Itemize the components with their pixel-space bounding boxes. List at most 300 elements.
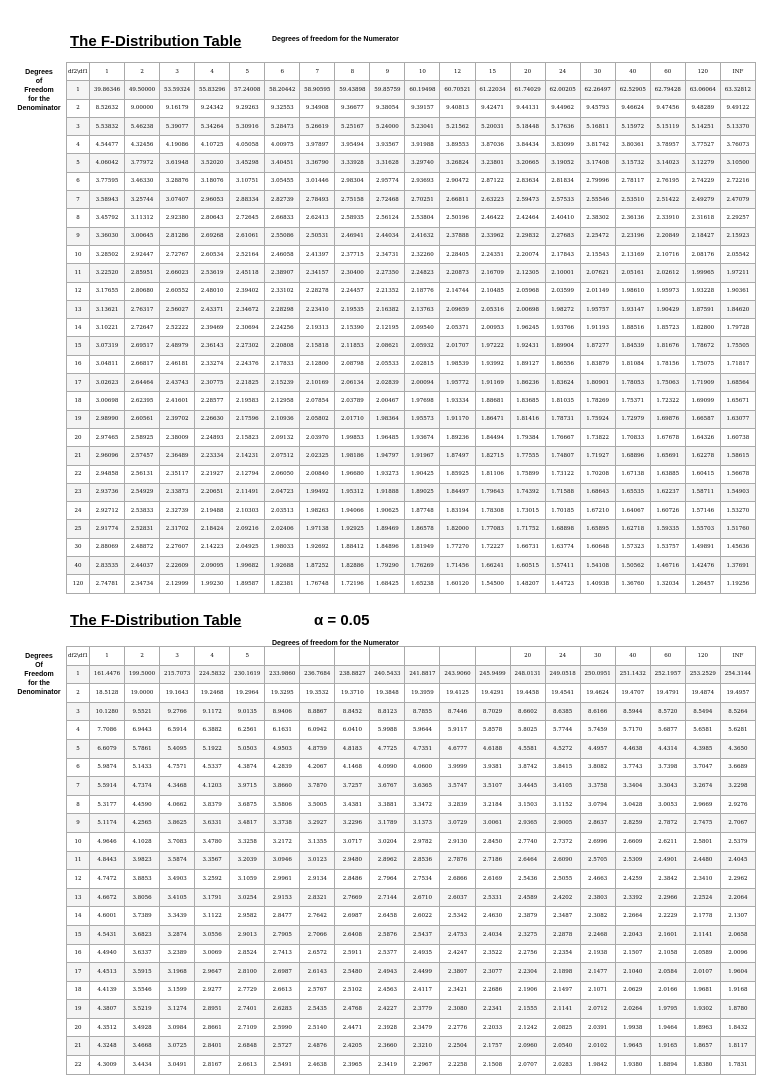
- value-cell: 2.9669: [685, 795, 720, 814]
- value-cell: 3.0123: [300, 851, 335, 870]
- value-cell: 1.90425: [405, 465, 440, 483]
- value-cell: 19.4458: [510, 684, 545, 703]
- value-cell: 1.60738: [720, 428, 755, 446]
- table-row: [67, 684, 756, 703]
- table-row: [67, 665, 756, 684]
- value-cell: 2.7066: [300, 925, 335, 944]
- value-cell: 2.1040: [615, 963, 650, 982]
- value-cell: 2.95774: [370, 172, 405, 190]
- value-cell: 2.2033: [475, 1018, 510, 1037]
- value-cell: 3.3043: [650, 777, 685, 796]
- table-row: [67, 264, 756, 282]
- value-cell: 5.8025: [510, 721, 545, 740]
- value-cell: 5.0503: [230, 739, 265, 758]
- value-cell: 2.47079: [720, 191, 755, 209]
- value-cell: 2.9005: [545, 814, 580, 833]
- value-cell: 2.7534: [405, 870, 440, 889]
- value-cell: 9.32553: [265, 99, 300, 117]
- value-cell: 19.3532: [300, 684, 335, 703]
- value-cell: 2.4563: [370, 981, 405, 1000]
- value-cell: 3.5546: [125, 981, 160, 1000]
- page-title-2: The F-Distribution Table: [70, 612, 242, 629]
- value-cell: 2.9013: [230, 925, 265, 944]
- value-cell: 2.02612: [650, 264, 685, 282]
- value-cell: 1.86236: [510, 374, 545, 392]
- value-cell: 2.19583: [230, 392, 265, 410]
- value-cell: 2.62413: [300, 209, 335, 227]
- value-cell: 2.23410: [300, 300, 335, 318]
- column-header: INF: [720, 647, 755, 666]
- value-cell: 2.2304: [510, 963, 545, 982]
- value-cell: 2.20074: [510, 245, 545, 263]
- value-cell: 1.83685: [510, 392, 545, 410]
- value-cell: 2.05542: [720, 245, 755, 263]
- value-cell: 2.69517: [125, 337, 160, 355]
- table-row: [67, 227, 756, 245]
- value-cell: 8.8867: [300, 702, 335, 721]
- value-cell: 1.95973: [650, 282, 685, 300]
- value-cell: 4.2565: [125, 814, 160, 833]
- value-cell: 19.4874: [685, 684, 720, 703]
- value-cell: 5.3177: [90, 795, 125, 814]
- value-cell: 6.2561: [230, 721, 265, 740]
- value-cell: 2.43743: [160, 374, 195, 392]
- value-cell: 1.75063: [650, 374, 685, 392]
- column-header: [440, 647, 475, 666]
- table-row: [67, 1056, 756, 1075]
- value-cell: 1.76748: [300, 575, 335, 593]
- value-cell: 2.34672: [230, 300, 265, 318]
- column-header: 24: [545, 647, 580, 666]
- value-cell: 2.27607: [160, 538, 195, 556]
- value-cell: 2.12195: [370, 319, 405, 337]
- value-cell: 3.4817: [230, 814, 265, 833]
- value-cell: 230.1619: [230, 665, 265, 684]
- value-cell: 3.9823: [125, 851, 160, 870]
- value-cell: 2.2966: [650, 888, 685, 907]
- column-header: 1: [90, 63, 125, 81]
- value-cell: 2.52222: [160, 319, 195, 337]
- value-cell: 1.89127: [510, 355, 545, 373]
- value-cell: 5.23041: [405, 117, 440, 135]
- value-cell: 1.60515: [510, 557, 545, 575]
- value-cell: 1.93766: [545, 319, 580, 337]
- value-cell: 2.50196: [440, 209, 475, 227]
- value-cell: 19.2964: [230, 684, 265, 703]
- value-cell: 2.9277: [195, 981, 230, 1000]
- value-cell: 9.46624: [615, 99, 650, 117]
- value-cell: 2.7144: [370, 888, 405, 907]
- value-cell: 2.46181: [160, 355, 195, 373]
- value-cell: 9.44962: [545, 99, 580, 117]
- value-cell: 2.01710: [335, 410, 370, 428]
- value-cell: 2.36489: [160, 447, 195, 465]
- value-cell: 4.1203: [195, 777, 230, 796]
- row-df-cell: 13: [67, 888, 90, 907]
- value-cell: 2.72767: [160, 245, 195, 263]
- value-cell: 9.29263: [230, 99, 265, 117]
- column-header: INF: [720, 63, 755, 81]
- value-cell: 2.06134: [335, 374, 370, 392]
- value-cell: 2.49279: [685, 191, 720, 209]
- value-cell: 1.8432: [720, 1018, 755, 1037]
- value-cell: 2.2776: [440, 1018, 475, 1037]
- value-cell: 1.98263: [300, 502, 335, 520]
- value-cell: 3.5005: [300, 795, 335, 814]
- value-cell: 2.9782: [405, 832, 440, 851]
- value-cell: 1.76667: [545, 428, 580, 446]
- value-cell: 2.57533: [545, 191, 580, 209]
- row-df-cell: 20: [67, 428, 90, 446]
- value-cell: 2.3392: [615, 888, 650, 907]
- value-cell: 2.53510: [615, 191, 650, 209]
- value-cell: 2.6464: [510, 851, 545, 870]
- value-cell: 1.54500: [475, 575, 510, 593]
- value-cell: 61.22034: [475, 81, 510, 99]
- value-cell: 2.15543: [580, 245, 615, 263]
- value-cell: 9.34908: [300, 99, 335, 117]
- value-cell: 2.5309: [615, 851, 650, 870]
- value-cell: 2.1497: [545, 981, 580, 1000]
- value-cell: 2.01149: [580, 282, 615, 300]
- value-cell: 2.7186: [475, 851, 510, 870]
- value-cell: 2.27350: [370, 264, 405, 282]
- value-cell: 6.0942: [300, 721, 335, 740]
- value-cell: 2.92712: [90, 502, 125, 520]
- value-cell: 2.8259: [615, 814, 650, 833]
- value-cell: 250.0951: [580, 665, 615, 684]
- value-cell: 1.98539: [440, 355, 475, 373]
- row-df-cell: 25: [67, 520, 90, 538]
- value-cell: 2.27683: [545, 227, 580, 245]
- table-row: [67, 245, 756, 263]
- value-cell: 1.78308: [475, 502, 510, 520]
- value-cell: 2.35117: [160, 465, 195, 483]
- value-cell: 1.71588: [545, 483, 580, 501]
- value-cell: 2.4638: [300, 1056, 335, 1075]
- value-cell: 2.5801: [685, 832, 720, 851]
- value-cell: 2.34157: [300, 264, 335, 282]
- value-cell: 3.00645: [125, 227, 160, 245]
- value-cell: 2.2468: [580, 925, 615, 944]
- value-cell: 5.16811: [580, 117, 615, 135]
- value-cell: 1.81949: [405, 538, 440, 556]
- value-cell: 215.7073: [160, 665, 195, 684]
- value-cell: 2.10001: [545, 264, 580, 282]
- value-cell: 4.6188: [475, 739, 510, 758]
- value-cell: 2.72645: [230, 209, 265, 227]
- value-cell: 2.33873: [160, 483, 195, 501]
- value-cell: 240.5433: [370, 665, 405, 684]
- value-cell: 6.0410: [335, 721, 370, 740]
- value-cell: 2.20873: [440, 264, 475, 282]
- value-cell: 2.4205: [335, 1037, 370, 1056]
- value-cell: 1.90429: [650, 300, 685, 318]
- value-cell: 18.5128: [90, 684, 125, 703]
- value-cell: 2.74781: [90, 575, 125, 593]
- value-cell: 3.3738: [265, 814, 300, 833]
- column-header: 3: [160, 647, 195, 666]
- table-row: [67, 136, 756, 154]
- column-header: 2: [125, 647, 160, 666]
- value-cell: 2.43371: [195, 300, 230, 318]
- value-cell: 1.92925: [335, 520, 370, 538]
- value-cell: 2.20651: [195, 483, 230, 501]
- f-table-2: [66, 646, 756, 1075]
- value-cell: 1.54108: [580, 557, 615, 575]
- value-cell: 3.05455: [265, 172, 300, 190]
- value-cell: 2.62395: [125, 392, 160, 410]
- value-cell: 2.8486: [335, 870, 370, 889]
- value-cell: 4.00975: [265, 136, 300, 154]
- value-cell: 3.10500: [720, 154, 755, 172]
- value-cell: 19.4707: [615, 684, 650, 703]
- value-cell: 3.5874: [160, 851, 195, 870]
- row-df-cell: 18: [67, 392, 90, 410]
- value-cell: 2.8536: [405, 851, 440, 870]
- value-cell: 2.59473: [510, 191, 545, 209]
- value-cell: 5.26619: [300, 117, 335, 135]
- value-cell: 3.0061: [475, 814, 510, 833]
- value-cell: 2.2878: [545, 925, 580, 944]
- table-row: [67, 1000, 756, 1019]
- value-cell: 49.50000: [125, 81, 160, 99]
- value-cell: 3.0729: [440, 814, 475, 833]
- value-cell: 2.5911: [335, 944, 370, 963]
- value-cell: 62.00205: [545, 81, 580, 99]
- value-cell: 1.81084: [615, 355, 650, 373]
- value-cell: 2.2341: [475, 1000, 510, 1019]
- row-df-cell: 5: [67, 154, 90, 172]
- value-cell: 2.78493: [300, 191, 335, 209]
- value-cell: 4.8183: [335, 739, 370, 758]
- value-cell: 19.2468: [195, 684, 230, 703]
- row-df-cell: 30: [67, 538, 90, 556]
- value-cell: 1.86471: [475, 410, 510, 428]
- value-cell: 2.5331: [475, 888, 510, 907]
- value-cell: 3.2296: [335, 814, 370, 833]
- value-cell: 2.12794: [230, 465, 265, 483]
- table-row: [67, 795, 756, 814]
- value-cell: 2.30775: [195, 374, 230, 392]
- value-cell: 1.57411: [545, 557, 580, 575]
- value-cell: 9.5521: [125, 702, 160, 721]
- value-cell: 2.21927: [195, 465, 230, 483]
- row-df-cell: 8: [67, 209, 90, 227]
- value-cell: 59.43898: [335, 81, 370, 99]
- value-cell: 2.4034: [475, 925, 510, 944]
- value-cell: 2.56027: [160, 300, 195, 318]
- value-cell: 3.2927: [300, 814, 335, 833]
- value-cell: 3.8379: [195, 795, 230, 814]
- value-cell: 2.10169: [300, 374, 335, 392]
- value-cell: 1.91888: [370, 483, 405, 501]
- value-cell: 3.95494: [335, 136, 370, 154]
- value-cell: 1.9938: [615, 1018, 650, 1037]
- value-cell: 3.83099: [545, 136, 580, 154]
- value-cell: 9.47456: [650, 99, 685, 117]
- value-cell: 2.8401: [195, 1037, 230, 1056]
- value-cell: 6.6079: [90, 739, 125, 758]
- value-cell: 1.76269: [405, 557, 440, 575]
- value-cell: 63.32812: [720, 81, 755, 99]
- value-cell: 238.8827: [335, 665, 370, 684]
- value-cell: 2.74229: [685, 172, 720, 190]
- value-cell: 1.56678: [720, 465, 755, 483]
- value-cell: 2.36143: [195, 337, 230, 355]
- value-cell: 2.10716: [650, 245, 685, 263]
- value-cell: 2.6211: [650, 832, 685, 851]
- value-cell: 2.23334: [195, 447, 230, 465]
- value-cell: 1.82381: [265, 575, 300, 593]
- value-cell: 1.65535: [615, 483, 650, 501]
- value-cell: 2.4471: [335, 1018, 370, 1037]
- value-cell: 1.66587: [685, 410, 720, 428]
- value-cell: 1.77555: [510, 447, 545, 465]
- value-cell: 3.1503: [510, 795, 545, 814]
- value-cell: 4.5431: [90, 925, 125, 944]
- value-cell: 1.7831: [720, 1056, 755, 1075]
- value-cell: 2.7740: [510, 832, 545, 851]
- value-cell: 2.09216: [230, 520, 265, 538]
- value-cell: 2.94858: [90, 465, 125, 483]
- value-cell: 3.0254: [230, 888, 265, 907]
- value-cell: 3.93567: [370, 136, 405, 154]
- value-cell: 4.9646: [90, 832, 125, 851]
- value-cell: 2.0540: [545, 1037, 580, 1056]
- value-cell: 2.3275: [510, 925, 545, 944]
- value-cell: 2.57457: [125, 447, 160, 465]
- column-header: 30: [580, 647, 615, 666]
- value-cell: 5.13370: [720, 117, 755, 135]
- value-cell: 2.0584: [650, 963, 685, 982]
- value-cell: 2.6572: [300, 944, 335, 963]
- value-cell: 1.32034: [650, 575, 685, 593]
- value-cell: 2.88069: [90, 538, 125, 556]
- value-cell: 2.20849: [650, 227, 685, 245]
- value-cell: 2.5379: [720, 832, 755, 851]
- value-cell: 2.13169: [615, 245, 650, 263]
- value-cell: 2.1141: [685, 925, 720, 944]
- value-cell: 3.0204: [370, 832, 405, 851]
- row-df-cell: 3: [67, 117, 90, 135]
- value-cell: 1.62278: [685, 447, 720, 465]
- value-cell: 1.71456: [440, 557, 475, 575]
- column-header: 120: [685, 63, 720, 81]
- column-header: 3: [160, 63, 195, 81]
- table-row: [67, 557, 756, 575]
- value-cell: 5.28473: [265, 117, 300, 135]
- value-cell: 1.95573: [405, 410, 440, 428]
- value-cell: 2.09540: [405, 319, 440, 337]
- value-cell: 1.87252: [300, 557, 335, 575]
- value-cell: 1.70833: [615, 428, 650, 446]
- value-cell: 1.73015: [510, 502, 545, 520]
- value-cell: 243.9060: [440, 665, 475, 684]
- value-cell: 1.71927: [580, 447, 615, 465]
- value-cell: 1.40938: [580, 575, 615, 593]
- value-cell: 3.13621: [90, 300, 125, 318]
- value-cell: 3.2039: [230, 851, 265, 870]
- value-cell: 19.4125: [440, 684, 475, 703]
- value-cell: 3.25744: [125, 191, 160, 209]
- value-cell: 3.15732: [615, 154, 650, 172]
- value-cell: 5.53832: [90, 117, 125, 135]
- value-cell: 2.0825: [545, 1018, 580, 1037]
- value-cell: 4.1468: [335, 758, 370, 777]
- value-cell: 8.6166: [580, 702, 615, 721]
- value-cell: 2.05932: [405, 337, 440, 355]
- value-cell: 2.66811: [440, 191, 475, 209]
- value-cell: 2.85951: [125, 264, 160, 282]
- value-cell: 2.30694: [230, 319, 265, 337]
- table-row: [67, 337, 756, 355]
- value-cell: 1.8657: [685, 1037, 720, 1056]
- value-cell: 4.1028: [125, 832, 160, 851]
- value-cell: 1.98272: [545, 300, 580, 318]
- value-cell: 5.9988: [370, 721, 405, 740]
- value-cell: 2.3210: [405, 1037, 440, 1056]
- value-cell: 2.16709: [475, 264, 510, 282]
- value-cell: 3.7743: [615, 758, 650, 777]
- value-cell: 3.77972: [125, 154, 160, 172]
- value-cell: 10.1280: [90, 702, 125, 721]
- value-cell: 2.41632: [405, 227, 440, 245]
- value-cell: 2.5436: [510, 870, 545, 889]
- value-cell: 7.7086: [90, 721, 125, 740]
- value-cell: 2.15923: [720, 227, 755, 245]
- value-cell: 2.0391: [580, 1018, 615, 1037]
- value-cell: 1.75371: [615, 392, 650, 410]
- row-df-cell: 4: [67, 721, 90, 740]
- value-cell: 3.1373: [405, 814, 440, 833]
- row-df-cell: 11: [67, 264, 90, 282]
- value-cell: 3.80361: [615, 136, 650, 154]
- row-df-cell: 9: [67, 227, 90, 245]
- value-cell: 3.45792: [90, 209, 125, 227]
- row-df-cell: 17: [67, 374, 90, 392]
- row-df-cell: 19: [67, 410, 90, 428]
- value-cell: 236.7684: [300, 665, 335, 684]
- value-cell: 2.5727: [265, 1037, 300, 1056]
- value-cell: 2.44037: [125, 557, 160, 575]
- value-cell: 4.7351: [405, 739, 440, 758]
- value-cell: 1.9842: [580, 1056, 615, 1075]
- table-row: [67, 963, 756, 982]
- value-cell: 62.26497: [580, 81, 615, 99]
- value-cell: 2.80680: [125, 282, 160, 300]
- value-cell: 3.8056: [125, 888, 160, 907]
- value-cell: 8.7446: [440, 702, 475, 721]
- value-cell: 2.66833: [265, 209, 300, 227]
- value-cell: 6.9443: [125, 721, 160, 740]
- value-cell: 2.51422: [650, 191, 685, 209]
- row-df-cell: 10: [67, 832, 90, 851]
- value-cell: 3.1059: [230, 870, 265, 889]
- value-cell: 2.53619: [195, 264, 230, 282]
- value-cell: 3.0556: [195, 925, 230, 944]
- value-cell: 9.39157: [405, 99, 440, 117]
- column-header: 60: [650, 63, 685, 81]
- value-cell: 9.0135: [230, 702, 265, 721]
- value-cell: 2.64464: [125, 374, 160, 392]
- value-cell: 4.4638: [615, 739, 650, 758]
- value-cell: 2.8637: [580, 814, 615, 833]
- value-cell: 2.00840: [300, 465, 335, 483]
- column-header: 2: [125, 63, 160, 81]
- value-cell: 4.3512: [90, 1018, 125, 1037]
- value-cell: 3.10751: [230, 172, 265, 190]
